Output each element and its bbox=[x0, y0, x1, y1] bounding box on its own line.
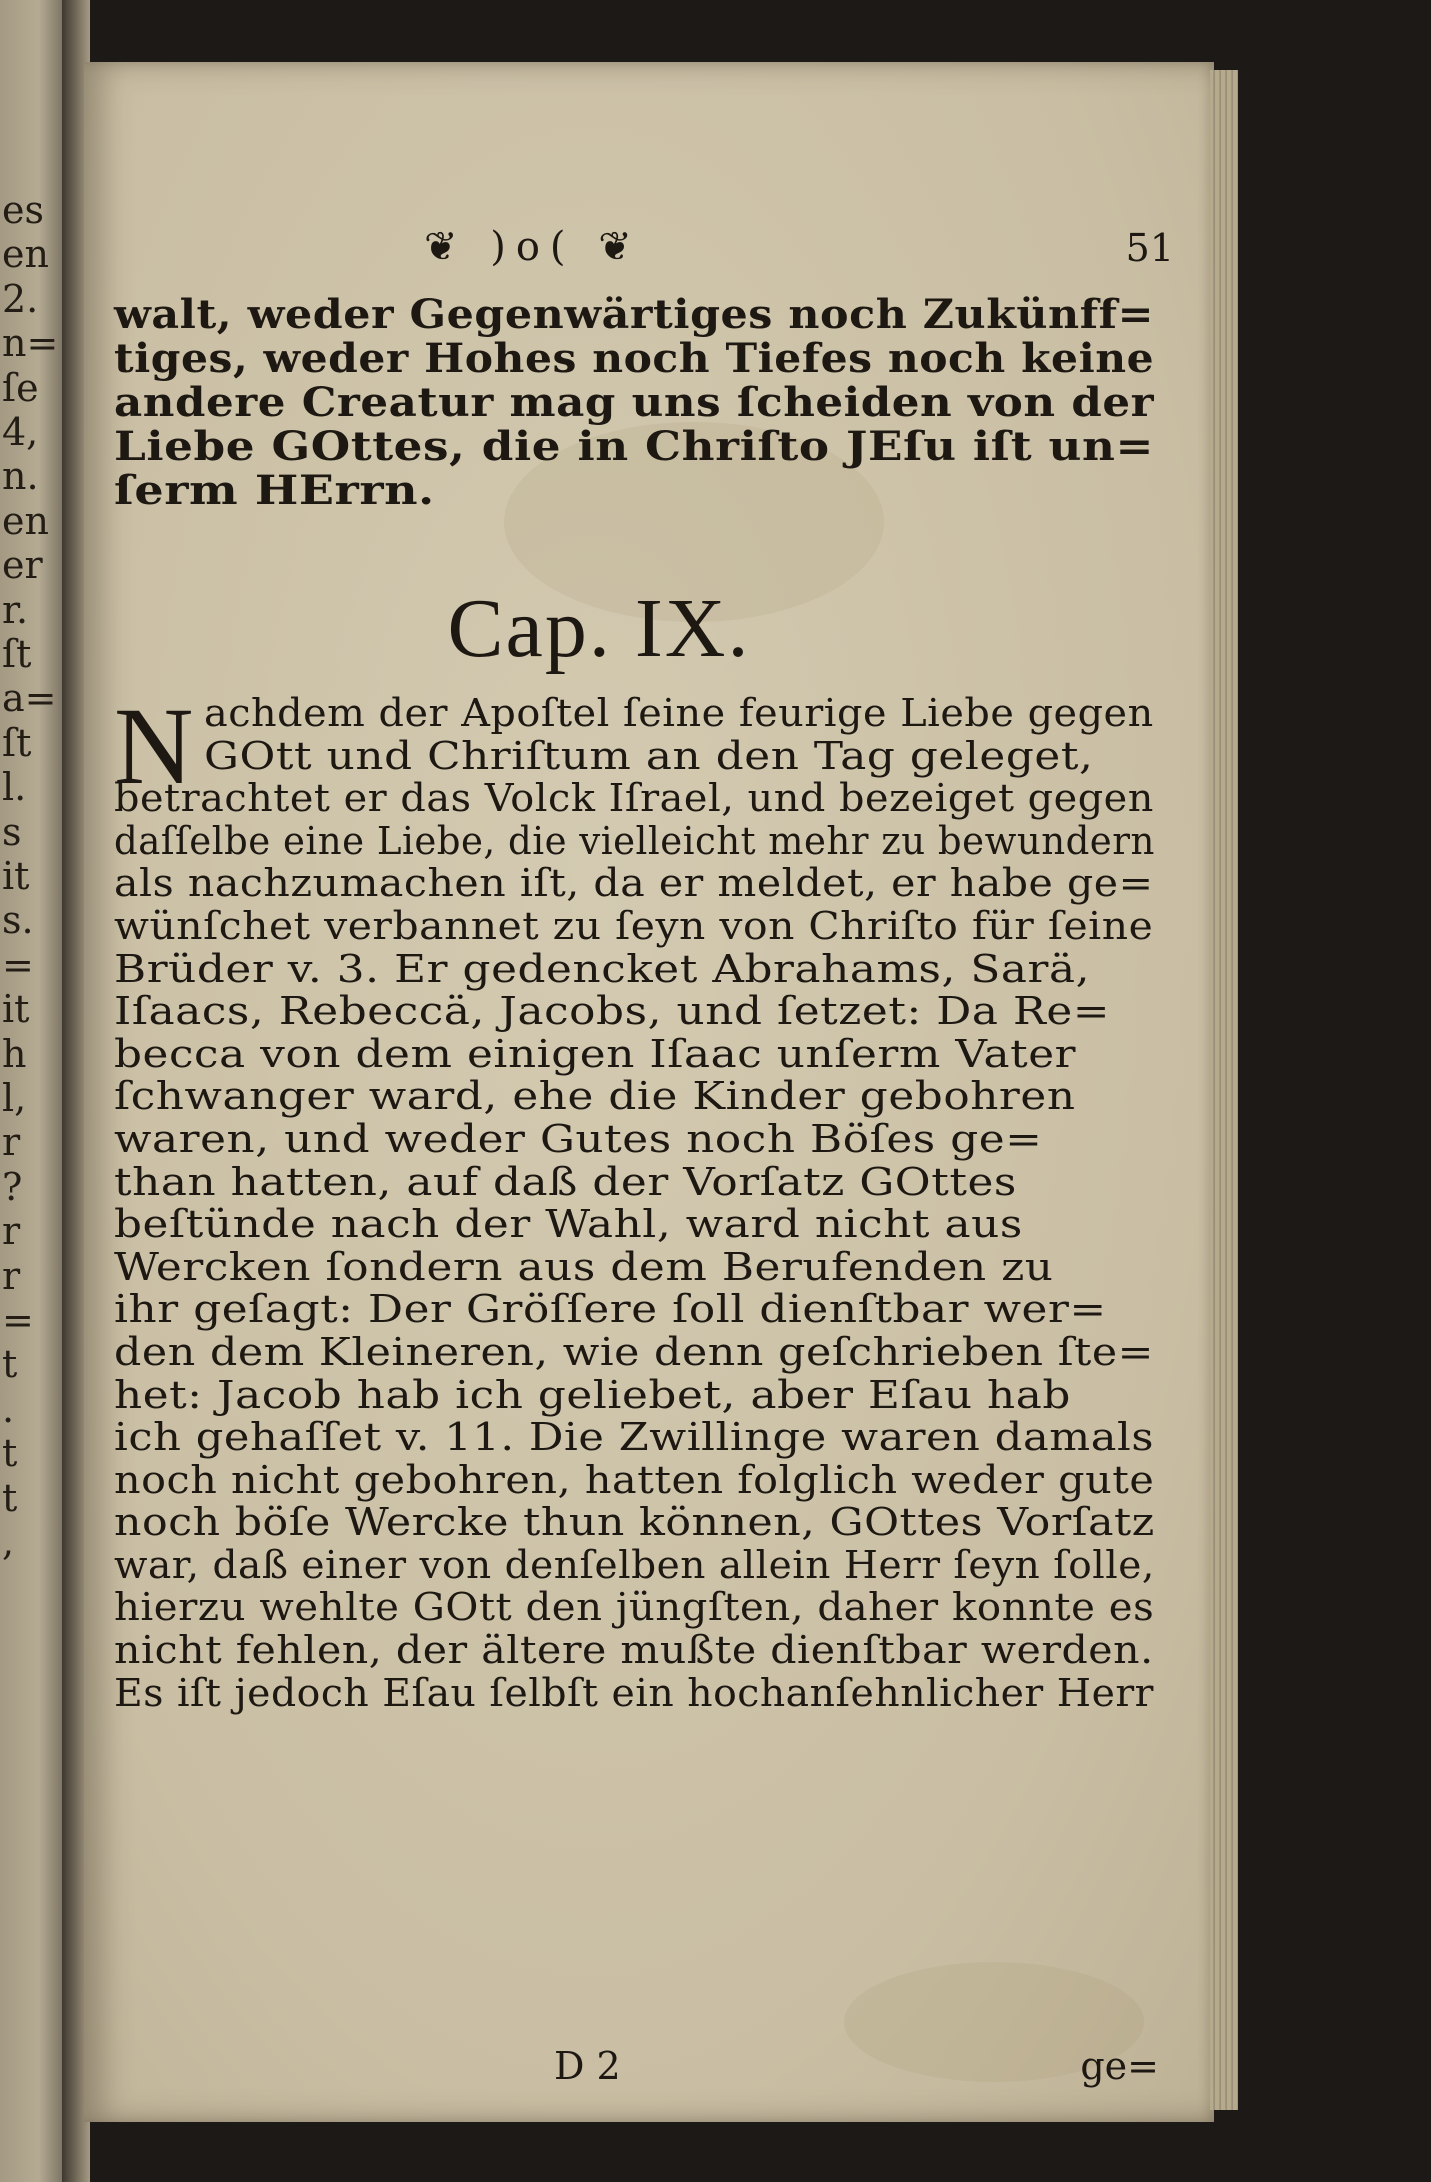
previous-page-text-fragment: it bbox=[2, 989, 30, 1030]
text-line: andere Creatur mag uns ſcheiden von der bbox=[114, 379, 1155, 426]
text-line: achdem der Apoſtel ſeine feurige Liebe gegen bbox=[204, 691, 1154, 735]
previous-page-text-fragment: 4, bbox=[2, 412, 39, 452]
previous-page-text-fragment: er bbox=[2, 545, 43, 586]
book-page bbox=[84, 62, 1214, 2122]
text-line: GOtt und Chriſtum an den Tag geleget, bbox=[204, 733, 1094, 778]
text-line: ihr geſagt: Der Gröſſere ſoll dienſtbar wer= bbox=[114, 1287, 1107, 1332]
text-line: waren, und weder Gutes noch Böſes ge= bbox=[114, 1116, 1043, 1161]
previous-page-text-fragment: . bbox=[2, 1388, 15, 1429]
text-line: betrachtet er das Volck Iſrael, und bezeiget gegen bbox=[114, 776, 1154, 821]
text-line: noch böſe Wercke thun können, GOttes Vorſatz bbox=[114, 1500, 1155, 1545]
text-line: wünſchet verbannet zu ſeyn von Chriſto für ſeine bbox=[114, 903, 1154, 948]
text-line: walt, weder Gegenwärtiges noch Zukünff= bbox=[114, 291, 1155, 338]
previous-page-text-fragment: ? bbox=[2, 1166, 23, 1207]
previous-page-text-fragment: n. bbox=[2, 456, 39, 497]
previous-page-text-fragment: r bbox=[2, 1255, 21, 1296]
header-ornament: ❦ )o( ❦ bbox=[424, 224, 642, 270]
previous-page-text-fragment: en bbox=[2, 234, 49, 275]
signature-mark: D 2 bbox=[554, 2044, 621, 2088]
page-footer bbox=[84, 2044, 1214, 2094]
previous-page-text-fragment: s bbox=[2, 811, 22, 852]
text-line: hierzu wehlte GOtt den jüngſten, daher konnte es bbox=[114, 1585, 1155, 1630]
page-block-edge bbox=[1210, 70, 1238, 2110]
previous-page-text-fragment: s. bbox=[2, 900, 34, 941]
running-head bbox=[84, 222, 1214, 272]
text-line: than hatten, auf daß der Vorſatz GOttes bbox=[114, 1159, 1017, 1204]
page-number: 51 bbox=[1125, 226, 1174, 270]
previous-page-text-fragment: ſe bbox=[2, 367, 39, 408]
text-line: ich gehaſſet v. 11. Die Zwillinge waren damals bbox=[114, 1415, 1155, 1460]
previous-page-text-fragment: es bbox=[2, 190, 44, 230]
previous-page-text-fragment: l, bbox=[2, 1078, 27, 1118]
drop-cap: N bbox=[114, 685, 194, 807]
chapter-paragraph bbox=[114, 685, 1155, 1715]
previous-page-text-fragment: en bbox=[2, 500, 49, 541]
previous-page-text-fragment: , bbox=[2, 1522, 15, 1562]
text-line: nicht fehlen, der ältere mußte dienſtbar werden. bbox=[114, 1628, 1154, 1673]
text-line: daſſelbe eine Liebe, die vielleicht mehr zu bewundern bbox=[114, 818, 1155, 863]
text-line: becca von dem einigen Iſaac unſerm Vater bbox=[114, 1031, 1077, 1076]
text-line: noch nicht gebohren, hatten folglich weder gute bbox=[114, 1457, 1155, 1502]
previous-page-text-fragment: r bbox=[2, 1122, 21, 1163]
text-line: Wercken ſondern aus dem Berufenden zu bbox=[114, 1244, 1054, 1289]
catchword: ge= bbox=[1080, 2044, 1159, 2088]
chapter-heading: Cap. IX. bbox=[447, 582, 751, 675]
paragraph-continuation bbox=[114, 292, 1154, 512]
text-line: beſtünde nach der Wahl, ward nicht aus bbox=[114, 1202, 1023, 1247]
text-line: ſerm HErrn. bbox=[114, 467, 435, 514]
previous-page-text-fragment: a= bbox=[2, 678, 57, 719]
text-line: het: Jacob hab ich geliebet, aber Eſau hab bbox=[114, 1372, 1071, 1417]
previous-page-text-fragment: r bbox=[2, 1211, 21, 1252]
text-line: Brüder v. 3. Er gedencket Abrahams, Sarä, bbox=[114, 946, 1091, 991]
previous-page-text-fragment: 2. bbox=[2, 278, 39, 319]
text-line: Iſaacs, Rebeccä, Jacobs, und ſetzet: Da Re= bbox=[114, 989, 1111, 1034]
previous-page-text-fragment: = bbox=[2, 1300, 34, 1340]
text-line: als nachzumachen iſt, da er meldet, er habe ge= bbox=[114, 861, 1154, 906]
previous-page-text-fragment: l. bbox=[2, 767, 27, 808]
previous-page-text-fragment: t bbox=[2, 1477, 18, 1518]
previous-page-text-fragment: h bbox=[2, 1033, 27, 1074]
text-line: ſchwanger ward, ehe die Kinder gebohren bbox=[114, 1074, 1076, 1119]
previous-page-text-fragment: ſt bbox=[2, 634, 32, 674]
text-line: war, daß einer von denſelben allein Herr ſeyn ſolle, bbox=[114, 1542, 1155, 1587]
previous-page-text-fragment: = bbox=[2, 944, 34, 985]
previous-page-text-fragment: it bbox=[2, 856, 30, 896]
previous-page-edge bbox=[0, 0, 70, 2182]
text-line: den dem Kleineren, wie denn geſchrieben ſte= bbox=[114, 1329, 1155, 1374]
text-line: tiges, weder Hohes noch Tiefes noch keine bbox=[114, 335, 1155, 382]
previous-page-text-fragment: t bbox=[2, 1433, 18, 1474]
page-content bbox=[84, 62, 1214, 2122]
text-line: Es iſt jedoch Eſau ſelbſt ein hochanſehnlicher Herr bbox=[114, 1670, 1155, 1715]
previous-page-text-fragment: r. bbox=[2, 589, 29, 630]
previous-page-text-fragment: n= bbox=[2, 323, 59, 364]
previous-page-text-fragment: ſt bbox=[2, 722, 32, 763]
previous-page-text-fragment: t bbox=[2, 1344, 18, 1385]
text-line: Liebe GOttes, die in Chriſto JEſu iſt un= bbox=[114, 423, 1155, 470]
